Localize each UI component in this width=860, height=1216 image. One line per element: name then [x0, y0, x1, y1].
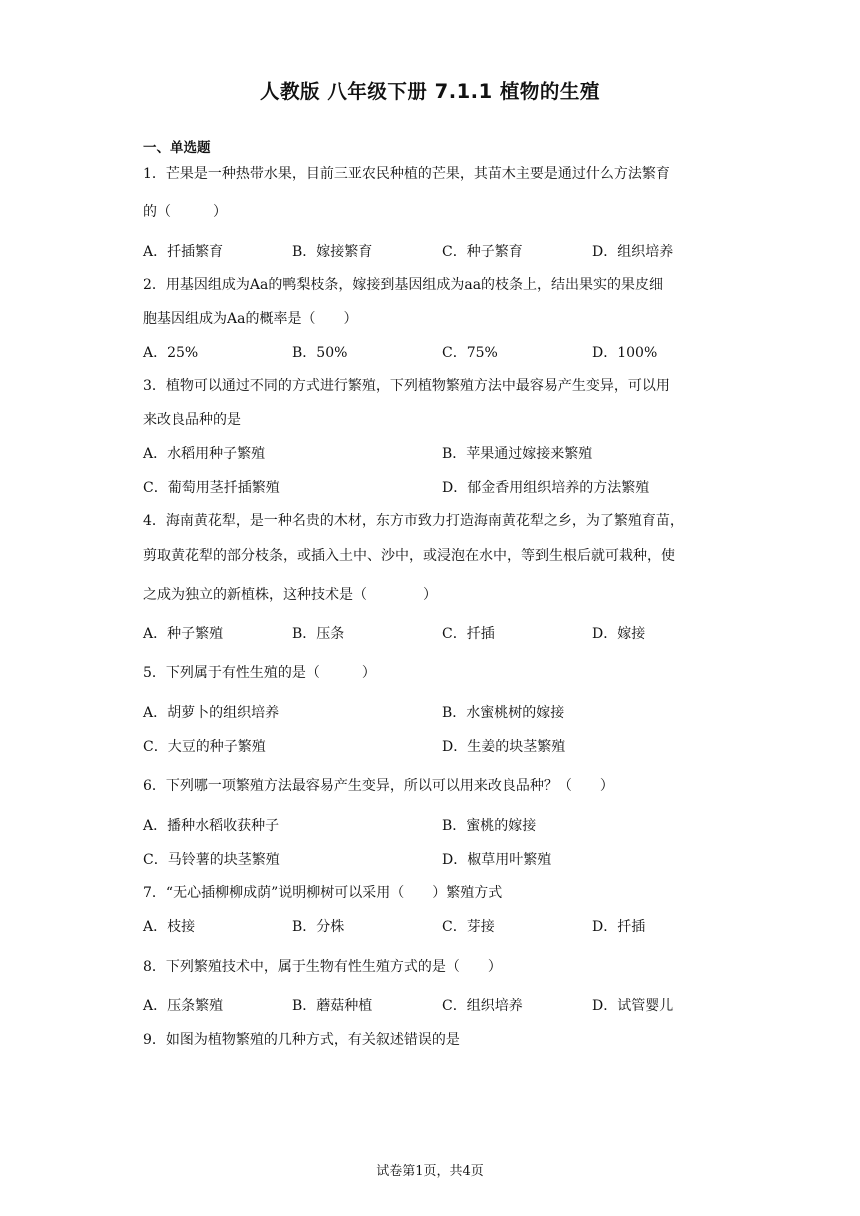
- question-3-option-a: A．水稻用种子繁殖: [143, 446, 266, 462]
- question-8-option-a: A．压条繁殖: [143, 998, 224, 1014]
- question-1-option-a: A．扦插繁育: [143, 244, 224, 260]
- question-2-line-1: 2．用基因组成为Aa的鸭梨枝条，嫁接到基因组成为aa的枝条上，结出果实的果皮细: [143, 277, 664, 293]
- question-3-line-1: 3．植物可以通过不同的方式进行繁殖，下列植物繁殖方法中最容易产生变异，可以用: [143, 378, 670, 394]
- question-7-option-a: A．枝接: [143, 919, 196, 935]
- question-1-line-1: 1．芒果是一种热带水果，目前三亚农民种植的芒果，其苗木主要是通过什么方法繁育: [143, 166, 670, 182]
- question-6-line-1: 6．下列哪一项繁殖方法最容易产生变异，所以可以用来改良品种？（ ）: [143, 778, 614, 794]
- question-3-option-c: C．葡萄用茎扦插繁殖: [143, 480, 280, 496]
- question-5-option-c: C．大豆的种子繁殖: [143, 739, 266, 755]
- question-4-line-2: 剪取黄花犁的部分枝条，或插入土中、沙中，或浸泡在水中，等到生根后就可栽种，使: [143, 548, 675, 564]
- question-2-option-d: D．100%: [592, 345, 658, 361]
- question-4-line-3: 之成为独立的新植株，这种技术是（ ）: [143, 587, 437, 603]
- question-5-option-a: A．胡萝卜的组织培养: [143, 705, 280, 721]
- question-8-option-c: C．组织培养: [442, 998, 523, 1014]
- question-4-line-1: 4．海南黄花犁，是一种名贵的木材，东方市致力打造海南黄花犁之乡，为了繁殖育苗，: [143, 513, 684, 529]
- question-5-option-d: D．生姜的块茎繁殖: [442, 739, 566, 755]
- question-6-option-a: A．播种水稻收获种子: [143, 818, 280, 834]
- question-1-option-c: C．种子繁育: [442, 244, 523, 260]
- question-3-option-d: D．郁金香用组织培养的方法繁殖: [442, 480, 650, 496]
- question-4-option-c: C．扦插: [442, 626, 495, 642]
- question-4-option-b: B．压条: [292, 626, 345, 642]
- question-4-option-d: D．嫁接: [592, 626, 646, 642]
- question-2-option-b: B．50%: [292, 345, 348, 361]
- question-7-option-d: D．扦插: [592, 919, 646, 935]
- question-7-option-c: C．芽接: [442, 919, 495, 935]
- question-1-option-d: D．组织培养: [592, 244, 674, 260]
- question-6-option-c: C．马铃薯的块茎繁殖: [143, 852, 280, 868]
- question-8-line-1: 8．下列繁殖技术中，属于生物有性生殖方式的是（ ）: [143, 959, 502, 975]
- question-4-option-a: A．种子繁殖: [143, 626, 224, 642]
- question-2-option-a: A．25%: [143, 345, 199, 361]
- question-8-option-d: D．试管婴儿: [592, 998, 674, 1014]
- question-7-line-1: 7．“无心插柳柳成荫”说明柳树可以采用（ ）繁殖方式: [143, 885, 503, 901]
- page-footer: 试卷第1页，共4页: [376, 1164, 484, 1179]
- document-title: 人教版 八年级下册 7.1.1 植物的生殖: [260, 80, 600, 103]
- question-7-option-b: B．分株: [292, 919, 345, 935]
- section-heading: 一、单选题: [143, 140, 211, 156]
- question-6-option-d: D．椒草用叶繁殖: [442, 852, 552, 868]
- question-5-line-1: 5．下列属于有性生殖的是（ ）: [143, 665, 376, 681]
- question-3-line-2: 来改良品种的是: [143, 412, 241, 428]
- question-9-line-1: 9．如图为植物繁殖的几种方式，有关叙述错误的是: [143, 1032, 460, 1048]
- question-1-line-2: 的（ ）: [143, 204, 227, 220]
- question-6-option-b: B．蜜桃的嫁接: [442, 818, 537, 834]
- question-5-option-b: B．水蜜桃树的嫁接: [442, 705, 565, 721]
- question-8-option-b: B．蘑菇种植: [292, 998, 373, 1014]
- question-3-option-b: B．苹果通过嫁接来繁殖: [442, 446, 593, 462]
- question-1-option-b: B．嫁接繁育: [292, 244, 373, 260]
- question-2-line-2: 胞基因组成为Aa的概率是（ ）: [143, 311, 358, 327]
- question-2-option-c: C．75%: [442, 345, 498, 361]
